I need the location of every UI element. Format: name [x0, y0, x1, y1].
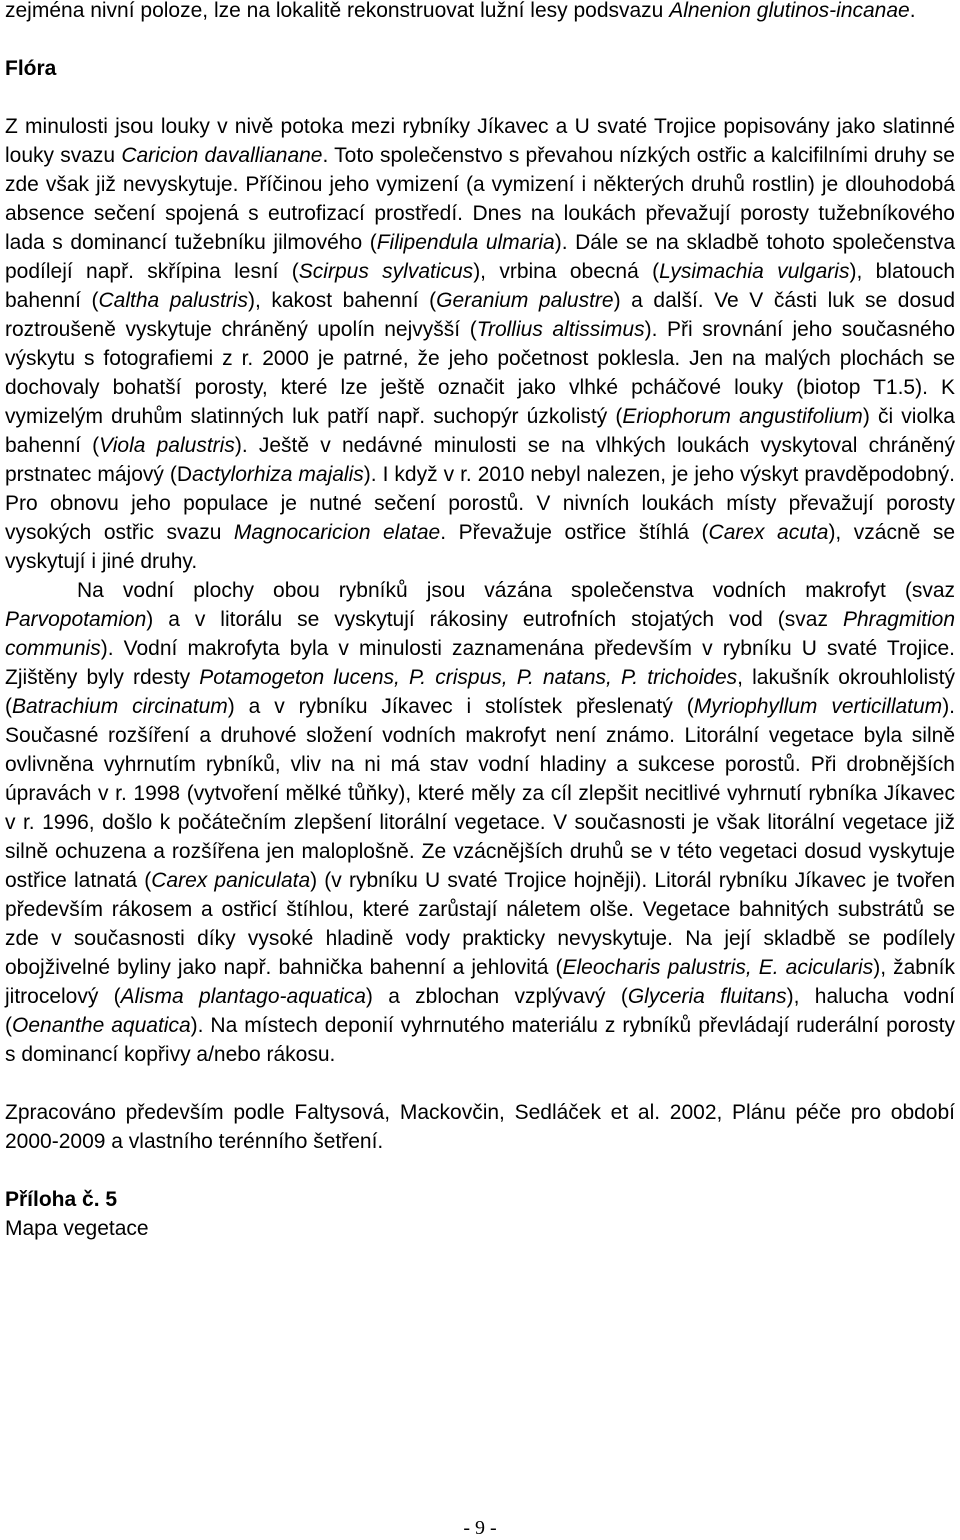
page-number: - 9 -	[463, 1517, 497, 1539]
taxon-name: Caltha palustris	[98, 289, 248, 312]
taxon-name: Parvopotamion	[5, 608, 147, 631]
text-run: ), blatouch bahenní (	[5, 260, 956, 312]
flora-paragraph-2	[5, 576, 955, 1069]
taxon-name: actylorhiza majalis	[192, 463, 364, 486]
text-run: ). I když v r. 2010 nebyl nalezen, je jeho výskyt pravděpodobný. Pro obnovu jeho populace je nutné sečení porostů. V nivních loukách místy převažují porosty vysokých ostřic svazu	[5, 463, 955, 544]
source-note: Zpracováno především podle Faltysová, Mackovčin, Sedláček et al. 2002, Plánu péče pro období 2000-2009 a vlastního terénního šetření.	[5, 1101, 955, 1153]
taxon-name: Trollius altissimus	[476, 318, 645, 341]
taxon-name: Geranium palustre	[436, 289, 614, 312]
spacer	[5, 1156, 955, 1185]
intro-taxon: Alnenion glutinos-incanae	[669, 0, 910, 22]
taxon-name: Lysimachia vulgaris	[659, 260, 850, 283]
intro-paragraph	[5, 0, 955, 25]
text-run: ). Na místech deponií vyhrnutého materiálu z rybníků převládají ruderální porosty s dominancí kopřivy a/nebo rákosu.	[5, 1014, 955, 1066]
document-page	[5, 0, 955, 1243]
text-run: ). Dále se na skladbě tohoto společenstva podílejí např. skřípina lesní (	[5, 231, 956, 283]
text-run: , lakušník okrouhlolistý (	[5, 666, 955, 718]
text-run: . Převažuje ostřice štíhlá (	[440, 521, 709, 544]
spacer	[5, 25, 955, 54]
text-run: ) (v rybníku U svaté Trojice hojněji). Litorál rybníku Jíkavec je tvořen především rákosem a ostřicí štíhlou, které zarůstají náletem olše. Vegetace bahnitých substrátů se zde v současnosti díky vysoké hladině vody prakticky nevyskytuje. Na její skladbě se podílely obojživelné byliny jako např. bahnička bahenní a jehlovitá (	[5, 869, 955, 979]
text-run: ). Současné rozšíření a druhové složení vodních makrofyt není známo. Litorální vegetace byla silně ovlivněna vyhrnutím rybníků, vliv na ni má stav vodní hladiny a sukcese porostů. Při drobnějších úpravách v r. 1998 (vytvoření mělké tůňky), které měly za cíl zlepšit necitlivé vyhrnutí rybníka Jíkavec v r. 1996, došlo k počátečním zlepšení litorální vegetace. V současnosti je však litorální vegetace již silně ochuzena a rozšířena jen maloplošně. Ze vzácnějších druhů se v této vegetaci dosud vyskytuje ostřice latnatá (	[5, 695, 956, 892]
taxon-name: Magnocaricion elatae	[233, 521, 441, 544]
taxon-name: Caricion davallianane	[121, 144, 323, 167]
text-run: ), kakost bahenní (	[247, 289, 437, 312]
appendix-label: Příloha č. 5	[5, 1188, 118, 1211]
text-run: ). Při srovnání jeho současného výskytu s fotografiemi z r. 2000 je patrné, že jeho početnost poklesla. Jen na malých plochách se dochovaly bohatší porosty, které lze ještě označit jako vlhké pcháčové louky (biotop T1.5). K vymizelým druhům slatinných luk patří např. suchopýr úzkolistý (	[5, 318, 955, 428]
taxon-name: Eriophorum angustifolium	[622, 405, 863, 428]
text-run: Z minulosti jsou louky v nivě potoka mezi rybníky Jíkavec a U svaté Trojice popisovány jako slatinné louky svazu	[5, 115, 955, 167]
text-run: ) a zblochan vzplývavý (	[365, 985, 628, 1008]
appendix-title: Mapa vegetace	[5, 1217, 149, 1240]
spacer	[5, 83, 955, 112]
text-run: ), vzácně se vyskytují i jiné druhy.	[5, 521, 956, 573]
intro-text: zejména nivní poloze, lze na lokalitě rekonstruovat lužní lesy podsvazu	[5, 0, 670, 22]
spacer	[5, 1069, 955, 1098]
text-run: ). Ještě v nedávné minulosti se na vlhkých loukách vyskytoval chráněný prstnatec májový (D	[5, 434, 955, 486]
taxon-name: Carex acuta	[708, 521, 829, 544]
taxon-name: Eleocharis palustris, E. acicularis	[562, 956, 874, 979]
taxon-name: Potamogeton lucens, P. crispus, P. natans, P. trichoides	[199, 666, 738, 689]
text-run: . Toto společenstvo s převahou nízkých ostřic a kalcifilními druhy se zde však již nevyskytuje. Příčinou jeho vymizení (a vymizení i některých druhů rostlin) je dlouhodobá absence sečení spojená s eutrofizací prostředí. Dnes na loukách převažují porosty tužebníkového lada s dominancí tužebníku jilmového (	[5, 144, 955, 254]
taxon-name: Glyceria fluitans	[627, 985, 787, 1008]
taxon-name: Phragmition communis	[5, 608, 955, 660]
taxon-name: Oenanthe aquatica	[12, 1014, 191, 1037]
taxon-name: Carex paniculata	[151, 869, 311, 892]
text-run: ), žabník jitrocelový (	[5, 956, 955, 1008]
text-run: ), halucha vodní (	[5, 985, 956, 1037]
taxon-name: Scirpus sylvaticus	[298, 260, 474, 283]
text-run: ) a v rybníku Jíkavec i stolístek přeslenatý (	[227, 695, 694, 718]
taxon-name: Myriophyllum verticillatum	[693, 695, 943, 718]
taxon-name: Batrachium circinatum	[12, 695, 228, 718]
taxon-name: Viola palustris	[99, 434, 235, 457]
text-run: ) či violka bahenní (	[5, 405, 955, 457]
taxon-name: Alisma plantago-aquatica	[120, 985, 366, 1008]
flora-paragraph-1	[5, 112, 955, 576]
flora-heading: Flóra	[5, 57, 57, 80]
intro-end: .	[909, 0, 916, 22]
text-run: ) a další. Ve V části luk se dosud roztroušeně vyskytuje chráněný upolín nejvyšší (	[5, 289, 956, 341]
text-run: ). Vodní makrofyta byla v minulosti zaznamenána především v rybníku U svaté Trojice. Zjištěny byly rdesty	[5, 637, 955, 689]
text-run: ) a v litorálu se vyskytují rákosiny eutrofních stojatých vod (svaz	[146, 608, 843, 631]
text-run: Na vodní plochy obou rybníků jsou vázána společenstva vodních makrofyt (svaz	[77, 579, 955, 602]
taxon-name: Filipendula ulmaria	[376, 231, 555, 254]
text-run: ), vrbina obecná (	[473, 260, 660, 283]
